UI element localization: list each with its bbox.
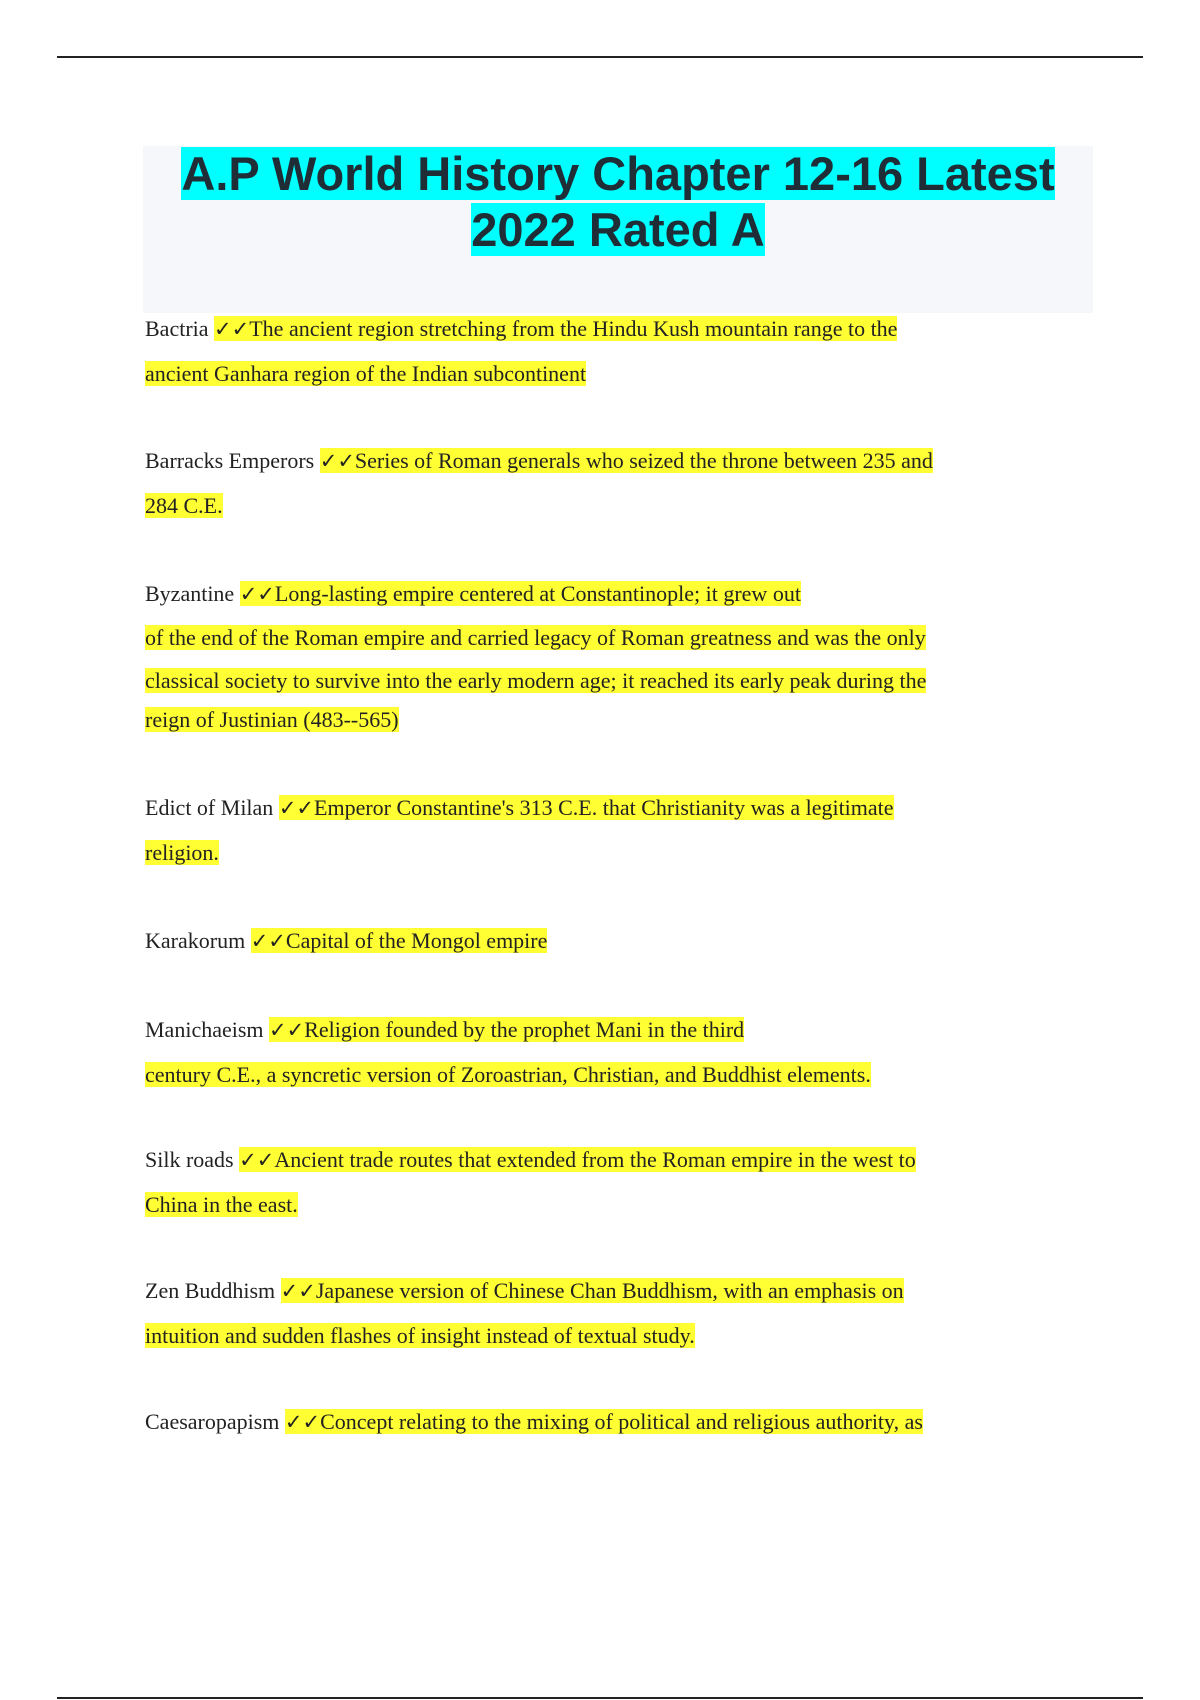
title-line-2: 2022 Rated A [471, 203, 765, 256]
entry-continuation-line [145, 1061, 871, 1089]
entry-continuation-line [145, 624, 926, 652]
entry-first-line [145, 1016, 744, 1044]
bottom-rule [57, 1697, 1143, 1699]
entry-definition [269, 1017, 744, 1042]
definition-text: of the end of the Roman empire and carried legacy of Roman greatness and was the only [145, 625, 926, 650]
double-check-icon: ✓✓ [239, 1148, 275, 1172]
entry-term: Zen Buddhism [145, 1278, 276, 1303]
entry-continuation-line [145, 839, 219, 867]
title-line-1: A.P World History Chapter 12-16 Latest [181, 147, 1055, 200]
definition-text: Japanese version of Chinese Chan Buddhism, with an emphasis on [315, 1278, 904, 1303]
entry-continuation-line [145, 360, 586, 388]
double-check-icon: ✓✓ [269, 1018, 305, 1042]
entry-term: Barracks Emperors [145, 448, 315, 473]
document-title [143, 146, 1093, 258]
entry-term: Silk roads [145, 1147, 234, 1172]
double-check-icon: ✓✓ [278, 796, 315, 820]
definition-text: ancient Ganhara region of the Indian subcontinent [145, 361, 587, 386]
entry-definition [239, 1147, 916, 1172]
definition-text: China in the east. [145, 1192, 298, 1217]
double-check-icon: ✓✓ [284, 1410, 321, 1434]
entry-definition [320, 448, 933, 473]
entry-definition [279, 795, 894, 820]
entry-first-line [145, 927, 547, 955]
entry-definition [251, 928, 548, 953]
entry-first-line [145, 1277, 904, 1305]
entry-continuation-line [145, 706, 399, 734]
definition-text: The ancient region stretching from the Hindu Kush mountain range to the [249, 316, 898, 341]
double-check-icon: ✓✓ [239, 582, 275, 606]
entry-first-line [145, 580, 801, 608]
double-check-icon: ✓✓ [280, 1279, 316, 1303]
definition-text: Capital of the Mongol empire [285, 928, 548, 953]
definition-text: Series of Roman generals who seized the throne between 235 and [354, 448, 933, 473]
entry-term: Manichaeism [145, 1017, 264, 1042]
entry-continuation-line [145, 667, 926, 695]
entry-continuation-line [145, 1322, 695, 1350]
double-check-icon: ✓✓ [250, 929, 286, 953]
entry-first-line [145, 447, 933, 475]
definition-text: 284 C.E. [145, 493, 223, 518]
entry-term: Byzantine [145, 581, 235, 606]
double-check-icon: ✓✓ [319, 449, 355, 473]
definition-text: century C.E., a syncretic version of Zoroastrian, Christian, and Buddhist elements. [145, 1062, 871, 1087]
entry-definition [281, 1278, 904, 1303]
entry-definition [285, 1409, 923, 1434]
entry-term: Karakorum [145, 928, 246, 953]
top-rule [57, 56, 1143, 58]
entry-continuation-line [145, 492, 223, 520]
definition-text: Ancient trade routes that extended from the Roman empire in the west to [274, 1147, 916, 1172]
entry-first-line [145, 794, 894, 822]
entry-definition [240, 581, 801, 606]
definition-text: classical society to survive into the early modern age; it reached its early peak during the [145, 668, 927, 693]
definition-text: religion. [145, 840, 219, 865]
definition-text: Emperor Constantine's 313 C.E. that Christianity was a legitimate [314, 795, 894, 820]
definition-text: Religion founded by the prophet Mani in the third [304, 1017, 745, 1042]
entry-term: Caesaropapism [145, 1409, 280, 1434]
entry-definition [214, 316, 897, 341]
definition-text: reign of Justinian (483--565) [145, 707, 399, 732]
definition-text: Long-lasting empire centered at Constantinople; it grew out [274, 581, 801, 606]
definition-text: Concept relating to the mixing of political and religious authority, as [320, 1409, 923, 1434]
entry-continuation-line [145, 1191, 298, 1219]
entry-term: Edict of Milan [145, 795, 274, 820]
entry-term: Bactria [145, 316, 209, 341]
entry-first-line [145, 1146, 916, 1174]
double-check-icon: ✓✓ [214, 317, 250, 341]
title-banner [143, 146, 1093, 313]
definition-text: intuition and sudden flashes of insight instead of textual study. [145, 1323, 695, 1348]
entry-first-line [145, 1408, 923, 1436]
entry-first-line [145, 315, 897, 343]
